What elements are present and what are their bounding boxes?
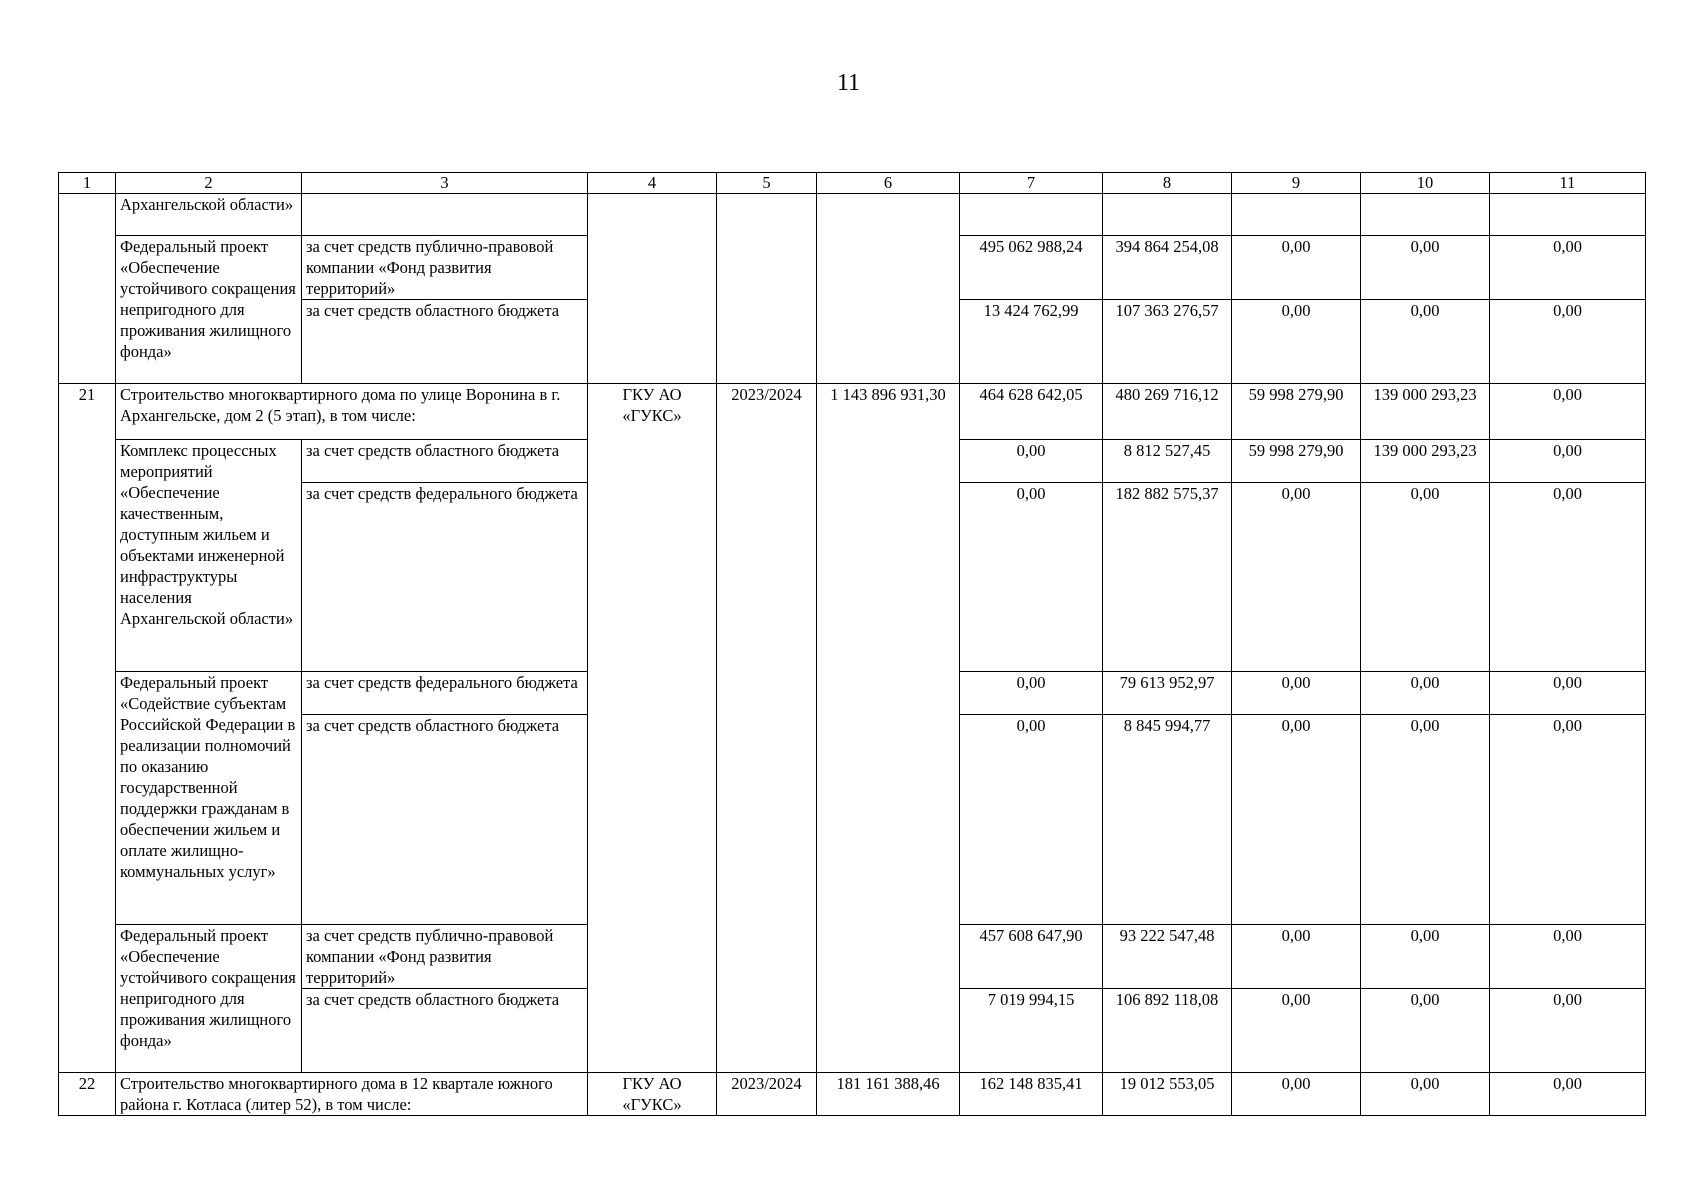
value-cell: 13 424 762,99: [960, 300, 1103, 384]
row-number-cell: 22: [59, 1073, 116, 1116]
value-cell: 0,00: [1361, 989, 1490, 1073]
executor-cell: [588, 194, 717, 384]
value-cell: 59 998 279,90: [1232, 440, 1361, 483]
value-cell: 0,00: [1361, 715, 1490, 925]
value-cell: 0,00: [1490, 236, 1646, 300]
value-cell: 0,00: [1232, 715, 1361, 925]
column-number: 10: [1361, 173, 1490, 194]
program-name-cell: Архангельской области»: [116, 194, 302, 236]
value-cell: 0,00: [960, 483, 1103, 672]
column-number-row: [59, 173, 1646, 194]
source-cell: за счет средств федерального бюджета: [302, 483, 588, 672]
value-cell: 0,00: [1232, 989, 1361, 1073]
row-number-cell: [59, 194, 116, 384]
executor-cell: ГКУ АО «ГУКС»: [588, 1073, 717, 1116]
row-number-cell: 21: [59, 384, 116, 1073]
total-cell: 1 143 896 931,30: [817, 384, 960, 1073]
column-number: 4: [588, 173, 717, 194]
value-cell: 0,00: [1232, 672, 1361, 715]
column-number: 1: [59, 173, 116, 194]
total-cell: [817, 194, 960, 384]
column-number: 7: [960, 173, 1103, 194]
page-number: 11: [836, 70, 861, 96]
program-name-cell: Комплекс процессных мероприятий «Обеспечение качественным, доступным жильем и объектами инженерной инфраструктуры населения Архангельской области»: [116, 440, 302, 672]
value-cell: [1361, 194, 1490, 236]
value-cell: 0,00: [1361, 672, 1490, 715]
column-number: 11: [1490, 173, 1646, 194]
period-cell: [717, 194, 817, 384]
value-cell: 107 363 276,57: [1103, 300, 1232, 384]
source-cell: за счет средств публично-правовой компании «Фонд развития территорий»: [302, 925, 588, 989]
table-row: [59, 194, 1646, 236]
value-cell: 464 628 642,05: [960, 384, 1103, 440]
value-cell: 0,00: [960, 672, 1103, 715]
value-cell: 495 062 988,24: [960, 236, 1103, 300]
value-cell: 0,00: [1361, 236, 1490, 300]
value-cell: 19 012 553,05: [1103, 1073, 1232, 1116]
period-cell: 2023/2024: [717, 384, 817, 1073]
value-cell: 0,00: [1490, 715, 1646, 925]
value-cell: 0,00: [1361, 483, 1490, 672]
value-cell: 79 613 952,97: [1103, 672, 1232, 715]
value-cell: 0,00: [960, 440, 1103, 483]
value-cell: 59 998 279,90: [1232, 384, 1361, 440]
program-name-cell: Федеральный проект «Обеспечение устойчивого сокращения непригодного для проживания жилищного фонда»: [116, 925, 302, 1073]
value-cell: 0,00: [1232, 1073, 1361, 1116]
program-name-cell: Федеральный проект «Обеспечение устойчивого сокращения непригодного для проживания жилищного фонда»: [116, 236, 302, 384]
column-number: 2: [116, 173, 302, 194]
source-cell: [302, 194, 588, 236]
column-number: 6: [817, 173, 960, 194]
value-cell: [1103, 194, 1232, 236]
value-cell: 162 148 835,41: [960, 1073, 1103, 1116]
source-cell: за счет средств областного бюджета: [302, 989, 588, 1073]
value-cell: 0,00: [1361, 1073, 1490, 1116]
value-cell: 394 864 254,08: [1103, 236, 1232, 300]
value-cell: 8 845 994,77: [1103, 715, 1232, 925]
value-cell: [1232, 194, 1361, 236]
value-cell: 0,00: [1490, 925, 1646, 989]
value-cell: 93 222 547,48: [1103, 925, 1232, 989]
value-cell: 0,00: [1361, 925, 1490, 989]
value-cell: 0,00: [1232, 236, 1361, 300]
source-cell: за счет средств областного бюджета: [302, 440, 588, 483]
value-cell: 8 812 527,45: [1103, 440, 1232, 483]
column-number: 9: [1232, 173, 1361, 194]
source-cell: за счет средств федерального бюджета: [302, 672, 588, 715]
value-cell: 0,00: [1361, 300, 1490, 384]
value-cell: 0,00: [1232, 300, 1361, 384]
source-cell: за счет средств публично-правовой компании «Фонд развития территорий»: [302, 236, 588, 300]
value-cell: 0,00: [1490, 1073, 1646, 1116]
value-cell: 106 892 118,08: [1103, 989, 1232, 1073]
value-cell: 0,00: [1232, 925, 1361, 989]
program-name-cell: Федеральный проект «Содействие субъектам Российской Федерации в реализации полномочий по оказанию государственной поддержки гражданам в обеспечении жильем и оплате жилищно-коммунальных услуг»: [116, 672, 302, 925]
value-cell: 0,00: [1232, 483, 1361, 672]
value-cell: 182 882 575,37: [1103, 483, 1232, 672]
source-cell: за счет средств областного бюджета: [302, 300, 588, 384]
value-cell: 480 269 716,12: [1103, 384, 1232, 440]
value-cell: 0,00: [1490, 989, 1646, 1073]
source-cell: за счет средств областного бюджета: [302, 715, 588, 925]
table-row: [59, 1073, 1646, 1116]
item-name-cell: Строительство многоквартирного дома в 12 квартале южного района г. Котласа (литер 52), в том числе:: [116, 1073, 588, 1116]
value-cell: 0,00: [1490, 440, 1646, 483]
value-cell: 139 000 293,23: [1361, 440, 1490, 483]
value-cell: 0,00: [1490, 672, 1646, 715]
value-cell: 0,00: [1490, 300, 1646, 384]
table-row: [59, 384, 1646, 440]
column-number: 8: [1103, 173, 1232, 194]
value-cell: [1490, 194, 1646, 236]
value-cell: 139 000 293,23: [1361, 384, 1490, 440]
item-name-cell: Строительство многоквартирного дома по улице Воронина в г. Архангельске, дом 2 (5 этап), в том числе:: [116, 384, 588, 440]
executor-cell: ГКУ АО «ГУКС»: [588, 384, 717, 1073]
value-cell: 0,00: [1490, 483, 1646, 672]
period-cell: 2023/2024: [717, 1073, 817, 1116]
total-cell: 181 161 388,46: [817, 1073, 960, 1116]
value-cell: [960, 194, 1103, 236]
column-number: 3: [302, 173, 588, 194]
column-number: 5: [717, 173, 817, 194]
budget-table: [58, 172, 1646, 1116]
value-cell: 0,00: [960, 715, 1103, 925]
value-cell: 0,00: [1490, 384, 1646, 440]
value-cell: 457 608 647,90: [960, 925, 1103, 989]
value-cell: 7 019 994,15: [960, 989, 1103, 1073]
